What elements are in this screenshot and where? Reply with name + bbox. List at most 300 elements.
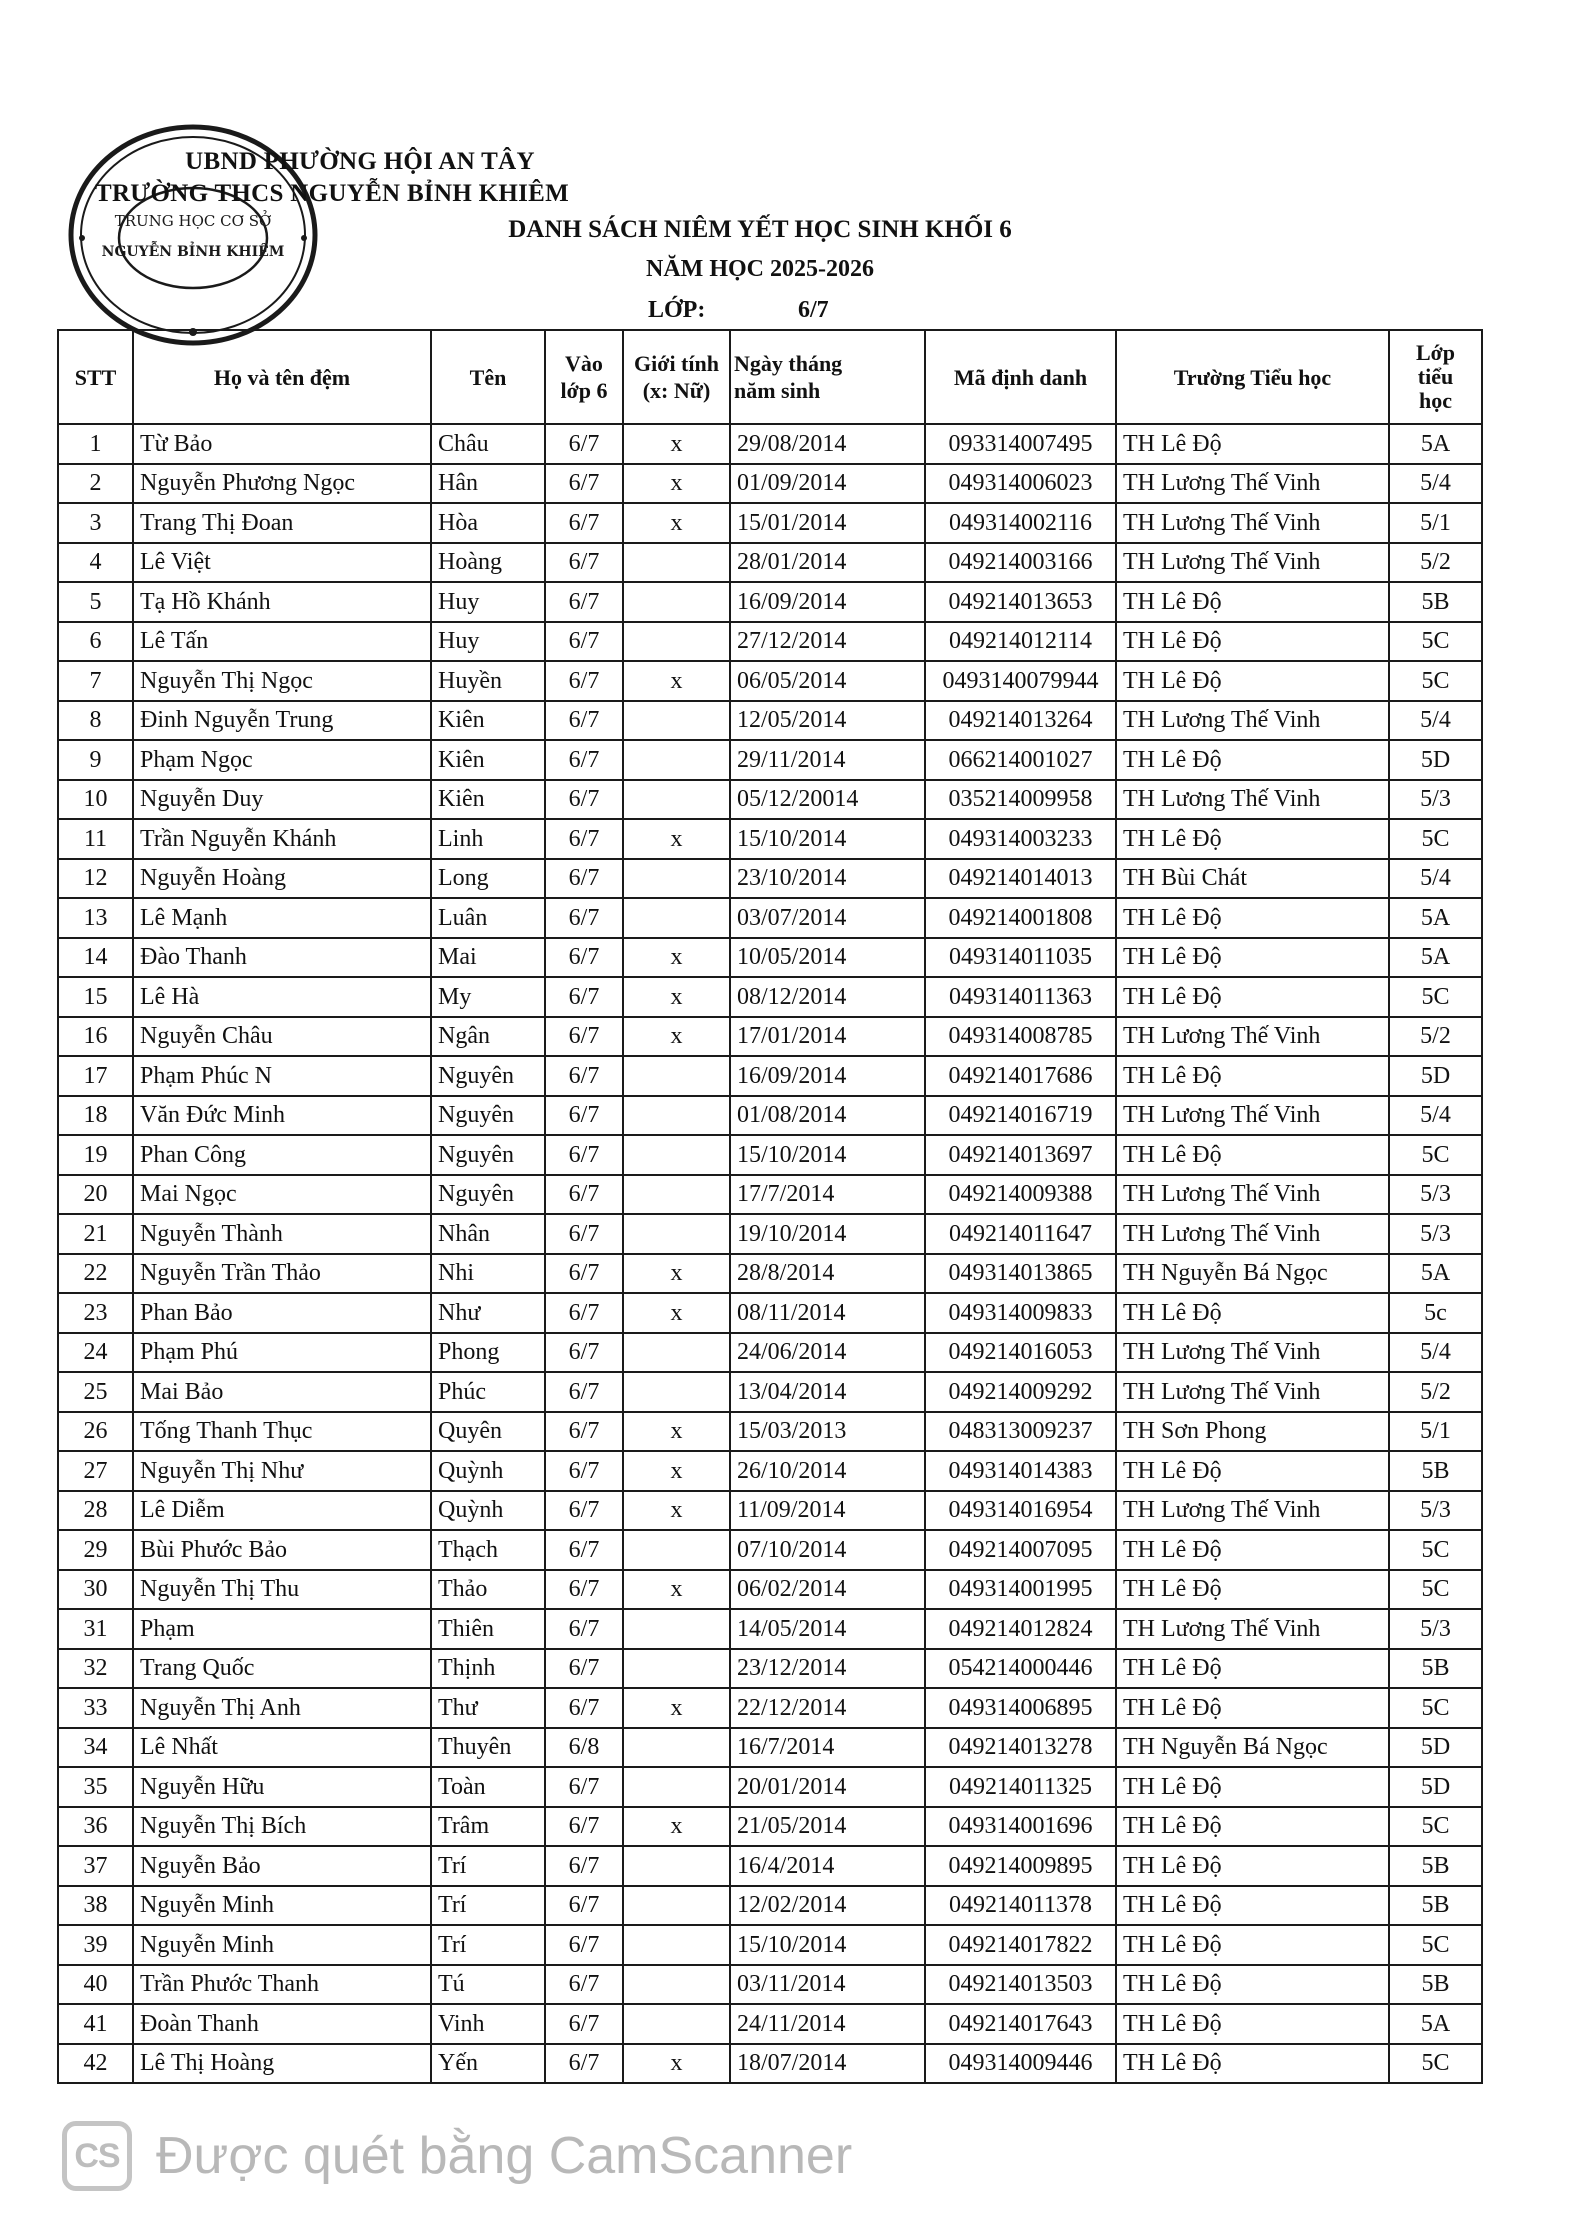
- school-year: NĂM HỌC 2025-2026: [646, 256, 874, 282]
- cell-middle-name: Tạ Hồ Khánh: [133, 582, 431, 622]
- cell-class: 6/8: [545, 1728, 623, 1768]
- cell-dob: 24/11/2014: [730, 2004, 925, 2044]
- cell-class: 6/7: [545, 1688, 623, 1728]
- cell-given-name: Hân: [431, 464, 545, 504]
- cell-dob: 05/12/20014: [730, 780, 925, 820]
- cell-student-id: 049214013697: [925, 1135, 1116, 1175]
- col-class6-label-a: Vào: [565, 351, 603, 376]
- col-dob-label-a: Ngày tháng: [734, 351, 843, 376]
- cell-middle-name: Lê Thị Hoàng: [133, 2044, 431, 2084]
- cell-student-id: 049214016053: [925, 1333, 1116, 1373]
- cell-given-name: Quỳnh: [431, 1451, 545, 1491]
- cell-prev-class: 5C: [1389, 819, 1482, 859]
- cell-student-id: 066214001027: [925, 740, 1116, 780]
- cell-middle-name: Nguyễn Hoàng: [133, 859, 431, 899]
- cell-stt: 6: [58, 622, 133, 662]
- cell-gender: [623, 1175, 730, 1215]
- cell-student-id: 049214013278: [925, 1728, 1116, 1768]
- cell-middle-name: Nguyễn Phương Ngọc: [133, 464, 431, 504]
- cell-middle-name: Nguyễn Minh: [133, 1886, 431, 1926]
- cell-middle-name: Đinh Nguyễn Trung: [133, 701, 431, 741]
- table-body: [58, 424, 1482, 2083]
- cell-gender: [623, 1214, 730, 1254]
- table-row: [58, 701, 1482, 741]
- cell-primary-school: TH Lương Thế Vinh: [1116, 780, 1389, 820]
- col-prev-label-b: tiểu: [1417, 364, 1454, 389]
- cell-given-name: Toàn: [431, 1767, 545, 1807]
- cell-middle-name: Nguyễn Thị Anh: [133, 1688, 431, 1728]
- cell-dob: 11/09/2014: [730, 1491, 925, 1531]
- cell-primary-school: TH Lê Độ: [1116, 622, 1389, 662]
- cell-student-id: 049314001995: [925, 1570, 1116, 1610]
- cell-dob: 17/01/2014: [730, 1017, 925, 1057]
- cell-given-name: My: [431, 977, 545, 1017]
- col-id-label: Mã định danh: [953, 364, 1088, 390]
- col-given-label: Tên: [469, 364, 507, 390]
- cell-class: 6/7: [545, 1491, 623, 1531]
- cell-middle-name: Tống Thanh Thục: [133, 1412, 431, 1452]
- table-row: [58, 1056, 1482, 1096]
- cell-gender: x: [623, 819, 730, 859]
- table-row: [58, 1688, 1482, 1728]
- class-value: 6/7: [798, 297, 829, 323]
- cell-gender: x: [623, 1491, 730, 1531]
- cell-stt: 24: [58, 1333, 133, 1373]
- cell-class: 6/7: [545, 938, 623, 978]
- cell-student-id: 049214013264: [925, 701, 1116, 741]
- cell-given-name: Trí: [431, 1886, 545, 1926]
- cell-given-name: Huy: [431, 622, 545, 662]
- table-row: [58, 1491, 1482, 1531]
- table-row: [58, 622, 1482, 662]
- cell-stt: 29: [58, 1530, 133, 1570]
- cell-dob: 15/10/2014: [730, 1925, 925, 1965]
- cell-prev-class: 5D: [1389, 1728, 1482, 1768]
- col-prev-label-a: Lớp: [1415, 340, 1456, 365]
- cell-stt: 11: [58, 819, 133, 859]
- cell-middle-name: Phạm Phúc N: [133, 1056, 431, 1096]
- cell-class: 6/7: [545, 859, 623, 899]
- cell-primary-school: TH Lê Độ: [1116, 1965, 1389, 2005]
- table-row: [58, 2004, 1482, 2044]
- cell-gender: [623, 740, 730, 780]
- cell-stt: 3: [58, 503, 133, 543]
- cell-middle-name: Phan Bảo: [133, 1293, 431, 1333]
- cell-dob: 27/12/2014: [730, 622, 925, 662]
- cell-dob: 18/07/2014: [730, 2044, 925, 2084]
- cell-given-name: Nguyên: [431, 1056, 545, 1096]
- cell-middle-name: Nguyễn Duy: [133, 780, 431, 820]
- cell-prev-class: 5A: [1389, 1254, 1482, 1294]
- table-row: [58, 1412, 1482, 1452]
- cell-prev-class: 5/2: [1389, 543, 1482, 583]
- cell-given-name: Trí: [431, 1846, 545, 1886]
- cell-given-name: Kiên: [431, 740, 545, 780]
- cell-prev-class: 5/4: [1389, 1096, 1482, 1136]
- cell-stt: 17: [58, 1056, 133, 1096]
- cell-student-id: 049214012824: [925, 1609, 1116, 1649]
- table-row: [58, 1649, 1482, 1689]
- cell-stt: 41: [58, 2004, 133, 2044]
- cell-middle-name: Lê Tấn: [133, 622, 431, 662]
- cell-stt: 20: [58, 1175, 133, 1215]
- cell-stt: 37: [58, 1846, 133, 1886]
- cell-student-id: 035214009958: [925, 780, 1116, 820]
- cell-gender: [623, 898, 730, 938]
- cell-prev-class: 5/3: [1389, 1491, 1482, 1531]
- cell-stt: 22: [58, 1254, 133, 1294]
- cell-dob: 08/12/2014: [730, 977, 925, 1017]
- table-row: [58, 1846, 1482, 1886]
- cell-class: 6/7: [545, 1056, 623, 1096]
- cell-given-name: Vinh: [431, 2004, 545, 2044]
- table-row: [58, 503, 1482, 543]
- cell-student-id: 049214013653: [925, 582, 1116, 622]
- cell-prev-class: 5B: [1389, 582, 1482, 622]
- cell-primary-school: TH Lương Thế Vinh: [1116, 1491, 1389, 1531]
- cell-student-id: 049214017822: [925, 1925, 1116, 1965]
- cell-stt: 30: [58, 1570, 133, 1610]
- cell-primary-school: TH Lê Độ: [1116, 424, 1389, 464]
- cell-class: 6/7: [545, 622, 623, 662]
- cell-dob: 03/11/2014: [730, 1965, 925, 2005]
- cell-dob: 01/09/2014: [730, 464, 925, 504]
- cell-given-name: Long: [431, 859, 545, 899]
- cell-middle-name: Từ Bảo: [133, 424, 431, 464]
- cell-stt: 35: [58, 1767, 133, 1807]
- cell-dob: 29/08/2014: [730, 424, 925, 464]
- cell-dob: 26/10/2014: [730, 1451, 925, 1491]
- cell-given-name: Tú: [431, 1965, 545, 2005]
- seal-line2: NGUYỄN BỈNH KHIÊM: [101, 244, 285, 260]
- cell-student-id: 049214011378: [925, 1886, 1116, 1926]
- table-row: [58, 543, 1482, 583]
- cell-student-id: 049214007095: [925, 1530, 1116, 1570]
- cell-prev-class: 5/4: [1389, 1333, 1482, 1373]
- cell-class: 6/7: [545, 464, 623, 504]
- cell-class: 6/7: [545, 503, 623, 543]
- cell-given-name: Châu: [431, 424, 545, 464]
- cell-dob: 16/4/2014: [730, 1846, 925, 1886]
- cell-gender: [623, 1530, 730, 1570]
- cell-middle-name: Nguyễn Thị Như: [133, 1451, 431, 1491]
- cell-class: 6/7: [545, 1609, 623, 1649]
- cell-dob: 03/07/2014: [730, 898, 925, 938]
- cell-dob: 15/10/2014: [730, 1135, 925, 1175]
- cell-primary-school: TH Nguyễn Bá Ngọc: [1116, 1728, 1389, 1768]
- table-row: [58, 1886, 1482, 1926]
- cell-class: 6/7: [545, 1293, 623, 1333]
- col-gender-label-a: Giới tính: [634, 351, 719, 376]
- cell-given-name: Trí: [431, 1925, 545, 1965]
- cell-primary-school: TH Lê Độ: [1116, 898, 1389, 938]
- table-row: [58, 1807, 1482, 1847]
- cell-gender: x: [623, 1688, 730, 1728]
- cell-student-id: 054214000446: [925, 1649, 1116, 1689]
- cell-stt: 33: [58, 1688, 133, 1728]
- cell-dob: 28/01/2014: [730, 543, 925, 583]
- table-row: [58, 1372, 1482, 1412]
- cell-given-name: Như: [431, 1293, 545, 1333]
- cell-given-name: Luân: [431, 898, 545, 938]
- cell-dob: 13/04/2014: [730, 1372, 925, 1412]
- cell-class: 6/7: [545, 424, 623, 464]
- cell-class: 6/7: [545, 1254, 623, 1294]
- cell-class: 6/7: [545, 1017, 623, 1057]
- cell-prev-class: 5/2: [1389, 1372, 1482, 1412]
- cell-student-id: 049214011325: [925, 1767, 1116, 1807]
- cell-student-id: 049314001696: [925, 1807, 1116, 1847]
- cell-class: 6/7: [545, 1412, 623, 1452]
- cell-gender: x: [623, 1293, 730, 1333]
- cell-dob: 19/10/2014: [730, 1214, 925, 1254]
- cell-class: 6/7: [545, 740, 623, 780]
- cell-student-id: 049314011363: [925, 977, 1116, 1017]
- cell-gender: x: [623, 661, 730, 701]
- cell-class: 6/7: [545, 1846, 623, 1886]
- cell-primary-school: TH Lê Độ: [1116, 1530, 1389, 1570]
- col-header-class6: [545, 330, 623, 424]
- cell-gender: x: [623, 464, 730, 504]
- camscanner-watermark: [62, 2118, 852, 2194]
- cell-stt: 16: [58, 1017, 133, 1057]
- cell-primary-school: TH Lê Độ: [1116, 2004, 1389, 2044]
- cell-primary-school: TH Lê Độ: [1116, 1846, 1389, 1886]
- cell-given-name: Thuyên: [431, 1728, 545, 1768]
- cell-given-name: Phong: [431, 1333, 545, 1373]
- cell-student-id: 049314006023: [925, 464, 1116, 504]
- cell-dob: 22/12/2014: [730, 1688, 925, 1728]
- cell-middle-name: Trang Quốc: [133, 1649, 431, 1689]
- student-roster-table: [57, 329, 1483, 2084]
- cell-class: 6/7: [545, 701, 623, 741]
- cell-primary-school: TH Lê Độ: [1116, 1056, 1389, 1096]
- cell-stt: 32: [58, 1649, 133, 1689]
- cell-given-name: Kiên: [431, 701, 545, 741]
- cell-class: 6/7: [545, 1333, 623, 1373]
- cell-middle-name: Bùi Phước Bảo: [133, 1530, 431, 1570]
- cell-gender: x: [623, 2044, 730, 2084]
- cell-middle-name: Lê Diễm: [133, 1491, 431, 1531]
- cell-middle-name: Phạm Ngọc: [133, 740, 431, 780]
- cell-dob: 29/11/2014: [730, 740, 925, 780]
- cell-stt: 34: [58, 1728, 133, 1768]
- cell-prev-class: 5D: [1389, 1767, 1482, 1807]
- cell-dob: 06/02/2014: [730, 1570, 925, 1610]
- cell-stt: 10: [58, 780, 133, 820]
- cell-student-id: 049314003233: [925, 819, 1116, 859]
- table-row: [58, 780, 1482, 820]
- cell-class: 6/7: [545, 2044, 623, 2084]
- cell-class: 6/7: [545, 543, 623, 583]
- table-row: [58, 740, 1482, 780]
- cell-given-name: Nguyên: [431, 1135, 545, 1175]
- cell-middle-name: Nguyễn Thị Bích: [133, 1807, 431, 1847]
- cell-student-id: 049214012114: [925, 622, 1116, 662]
- cell-primary-school: TH Lê Độ: [1116, 740, 1389, 780]
- table-row: [58, 2044, 1482, 2084]
- cell-prev-class: 5B: [1389, 1846, 1482, 1886]
- table-row: [58, 1530, 1482, 1570]
- cell-primary-school: TH Lê Độ: [1116, 1807, 1389, 1847]
- cell-prev-class: 5B: [1389, 1965, 1482, 2005]
- cell-middle-name: Phan Công: [133, 1135, 431, 1175]
- cell-middle-name: Nguyễn Bảo: [133, 1846, 431, 1886]
- cell-student-id: 049314009833: [925, 1293, 1116, 1333]
- cell-dob: 10/05/2014: [730, 938, 925, 978]
- cell-class: 6/7: [545, 1767, 623, 1807]
- cell-stt: 31: [58, 1609, 133, 1649]
- cell-given-name: Nguyên: [431, 1175, 545, 1215]
- cell-primary-school: TH Lê Độ: [1116, 1767, 1389, 1807]
- cell-gender: [623, 1846, 730, 1886]
- cell-prev-class: 5/1: [1389, 503, 1482, 543]
- cell-student-id: 049214001808: [925, 898, 1116, 938]
- cell-prev-class: 5C: [1389, 1135, 1482, 1175]
- cell-gender: [623, 1609, 730, 1649]
- cell-stt: 8: [58, 701, 133, 741]
- cell-dob: 20/01/2014: [730, 1767, 925, 1807]
- cell-class: 6/7: [545, 1372, 623, 1412]
- cell-stt: 12: [58, 859, 133, 899]
- cell-student-id: 049314009446: [925, 2044, 1116, 2084]
- table-row: [58, 898, 1482, 938]
- cell-prev-class: 5/3: [1389, 1175, 1482, 1215]
- table-row: [58, 1175, 1482, 1215]
- cell-class: 6/7: [545, 780, 623, 820]
- table-row: [58, 977, 1482, 1017]
- cell-middle-name: Mai Ngọc: [133, 1175, 431, 1215]
- cell-given-name: Hòa: [431, 503, 545, 543]
- cell-gender: x: [623, 1017, 730, 1057]
- col-prev-label-c: học: [1419, 388, 1452, 413]
- cell-primary-school: TH Lương Thế Vinh: [1116, 1372, 1389, 1412]
- cell-dob: 06/05/2014: [730, 661, 925, 701]
- table-row: [58, 819, 1482, 859]
- cell-given-name: Thư: [431, 1688, 545, 1728]
- cell-dob: 23/10/2014: [730, 859, 925, 899]
- cell-class: 6/7: [545, 1530, 623, 1570]
- cell-class: 6/7: [545, 1175, 623, 1215]
- cell-student-id: 049214016719: [925, 1096, 1116, 1136]
- cell-class: 6/7: [545, 1135, 623, 1175]
- cell-middle-name: Văn Đức Minh: [133, 1096, 431, 1136]
- cell-stt: 26: [58, 1412, 133, 1452]
- cell-primary-school: TH Lương Thế Vinh: [1116, 1017, 1389, 1057]
- table-row: [58, 1767, 1482, 1807]
- cell-stt: 4: [58, 543, 133, 583]
- cell-given-name: Trâm: [431, 1807, 545, 1847]
- cell-gender: [623, 582, 730, 622]
- cell-primary-school: TH Lê Độ: [1116, 1688, 1389, 1728]
- cell-gender: [623, 2004, 730, 2044]
- cell-class: 6/7: [545, 661, 623, 701]
- cell-student-id: 049214014013: [925, 859, 1116, 899]
- cell-given-name: Quỳnh: [431, 1491, 545, 1531]
- cell-stt: 40: [58, 1965, 133, 2005]
- cell-stt: 28: [58, 1491, 133, 1531]
- cell-middle-name: Đoàn Thanh: [133, 2004, 431, 2044]
- cell-stt: 7: [58, 661, 133, 701]
- cell-primary-school: TH Lương Thế Vinh: [1116, 701, 1389, 741]
- cell-student-id: 049214009895: [925, 1846, 1116, 1886]
- cell-dob: 16/09/2014: [730, 582, 925, 622]
- cell-stt: 5: [58, 582, 133, 622]
- cell-primary-school: TH Lê Độ: [1116, 1886, 1389, 1926]
- table-row: [58, 424, 1482, 464]
- cell-middle-name: Lê Việt: [133, 543, 431, 583]
- cell-stt: 42: [58, 2044, 133, 2084]
- cell-gender: x: [623, 424, 730, 464]
- cell-student-id: 049314002116: [925, 503, 1116, 543]
- cell-student-id: 049314014383: [925, 1451, 1116, 1491]
- cell-dob: 28/8/2014: [730, 1254, 925, 1294]
- cell-gender: [623, 1333, 730, 1373]
- cell-prev-class: 5/1: [1389, 1412, 1482, 1452]
- col-header-prev-class: [1389, 330, 1482, 424]
- cell-class: 6/7: [545, 2004, 623, 2044]
- cell-student-id: 049314016954: [925, 1491, 1116, 1531]
- cell-class: 6/7: [545, 1214, 623, 1254]
- cell-stt: 14: [58, 938, 133, 978]
- col-school-label: Trường Tiểu học: [1173, 364, 1332, 390]
- cell-middle-name: Trần Nguyễn Khánh: [133, 819, 431, 859]
- org-ward-name: UBND PHƯỜNG HỘI AN TÂY: [185, 148, 535, 175]
- cell-primary-school: TH Bùi Chát: [1116, 859, 1389, 899]
- cell-gender: x: [623, 1412, 730, 1452]
- cell-given-name: Nhân: [431, 1214, 545, 1254]
- cell-given-name: Kiên: [431, 780, 545, 820]
- cell-middle-name: Phạm Phú: [133, 1333, 431, 1373]
- camscanner-logo-icon: CS: [62, 2121, 132, 2191]
- col-name-label: Họ và tên đệm: [213, 364, 351, 390]
- cell-dob: 23/12/2014: [730, 1649, 925, 1689]
- cell-dob: 12/02/2014: [730, 1886, 925, 1926]
- cell-gender: x: [623, 977, 730, 1017]
- table-header: [58, 330, 1482, 424]
- cell-prev-class: 5/4: [1389, 859, 1482, 899]
- cell-class: 6/7: [545, 1965, 623, 2005]
- cell-stt: 23: [58, 1293, 133, 1333]
- cell-given-name: Huy: [431, 582, 545, 622]
- cell-middle-name: Lê Mạnh: [133, 898, 431, 938]
- cell-dob: 16/09/2014: [730, 1056, 925, 1096]
- cell-primary-school: TH Lê Độ: [1116, 1135, 1389, 1175]
- cell-dob: 16/7/2014: [730, 1728, 925, 1768]
- cell-primary-school: TH Lê Độ: [1116, 977, 1389, 1017]
- cell-student-id: 049214009292: [925, 1372, 1116, 1412]
- table-row: [58, 582, 1482, 622]
- cell-primary-school: TH Lương Thế Vinh: [1116, 543, 1389, 583]
- cell-prev-class: 5A: [1389, 938, 1482, 978]
- cell-stt: 18: [58, 1096, 133, 1136]
- cell-prev-class: 5C: [1389, 622, 1482, 662]
- table-row: [58, 1293, 1482, 1333]
- col-dob-label-b: năm sinh: [734, 378, 821, 403]
- cell-prev-class: 5/4: [1389, 701, 1482, 741]
- cell-stt: 27: [58, 1451, 133, 1491]
- cell-prev-class: 5C: [1389, 1807, 1482, 1847]
- cell-stt: 13: [58, 898, 133, 938]
- cell-primary-school: TH Lương Thế Vinh: [1116, 1175, 1389, 1215]
- cell-gender: [623, 1925, 730, 1965]
- cell-class: 6/7: [545, 1096, 623, 1136]
- cell-prev-class: 5A: [1389, 898, 1482, 938]
- cell-given-name: Thiên: [431, 1609, 545, 1649]
- table-row: [58, 1096, 1482, 1136]
- cell-given-name: Phúc: [431, 1372, 545, 1412]
- cell-given-name: Nhi: [431, 1254, 545, 1294]
